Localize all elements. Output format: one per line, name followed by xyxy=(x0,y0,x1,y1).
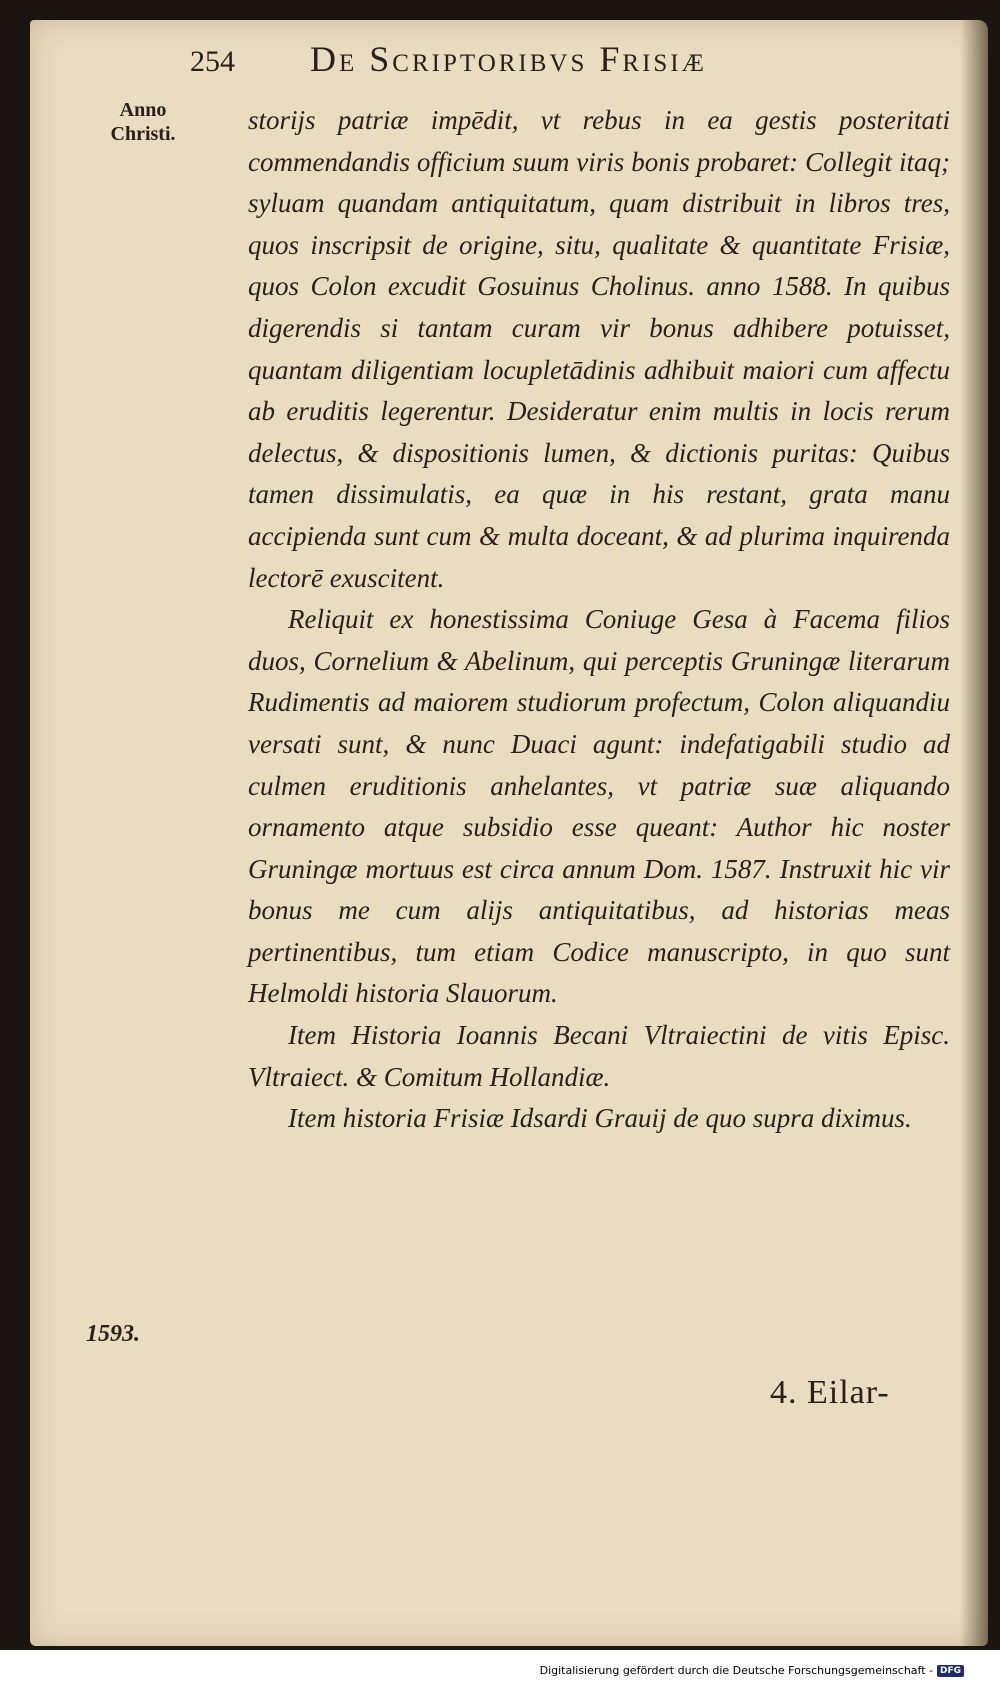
margin-note-anno-christi: Anno Christi. xyxy=(110,99,176,145)
credit-text: Digitalisierung gefördert durch die Deutsche Forschungsgemeinschaft - xyxy=(539,1664,933,1677)
paragraph-4: Item historia Frisiæ Idsardi Grauij de quo supra diximus. xyxy=(288,1103,912,1134)
margin-note-year: 1593. xyxy=(86,1321,140,1347)
dfg-logo: DFG xyxy=(937,1665,964,1677)
running-head-title: De Scriptoribvs Frisiæ xyxy=(310,39,707,79)
page-gutter-shadow xyxy=(960,20,988,1646)
digitization-credit xyxy=(540,1664,964,1677)
page-number: 254 xyxy=(190,45,235,78)
running-head xyxy=(190,38,910,80)
catchword: 4. Eilar- xyxy=(770,1374,890,1411)
body-text xyxy=(248,100,950,1140)
paragraph-2: Reliquit ex honestissima Coniuge Gesa à Facema filios duos, Cornelium & Abelinum, qui perceptis Gruningæ literarum Rudimentis ad maiorem studiorum profectum, Colon aliquandiu versati sunt, & nunc Duaci agunt: indefatigabili studio ad culmen eruditionis anhelantes, vt patriæ suæ aliquando ornamento atque subsidio esse queant: Author hic noster Gruningæ mortuus est circa annum Dom. 1587. Instruxit hic vir bonus me cum alijs antiquitatibus, ad historias meas pertinentibus, tum etiam Codice manuscripto, in quo sunt Helmoldi historia Slauorum. xyxy=(248,604,950,1009)
paragraph-1: storijs patriæ impēdit, vt rebus in ea gestis posteritati commendandis officium suum viris bonis probaret: Collegit itaq; syluam quandam antiquitatum, quam distribuit in libros tres, quos inscripsit de origine, situ, qualitate & quantitate Frisiæ, quos Colon excudit Gosuinus Cholinus. anno 1588. In quibus digerendis si tantam curam vir bonus adhibere potuisset, quantam diligentiam locupletādinis adhibuit maiori cum affectu ab eruditis legerentur. Desideratur enim multis in locis rerum delectus, & dispositionis lumen, & dictionis puritas: Quibus tamen dissimulatis, ea quæ in his restant, grata manu accipienda sunt cum & multa doceant, & ad plurima inquirenda lectorē exuscitent. xyxy=(248,105,950,593)
paragraph-3: Item Historia Ioannis Becani Vltraiectini de vitis Episc. Vltraiect. & Comitum Hollandiæ. xyxy=(248,1020,950,1092)
